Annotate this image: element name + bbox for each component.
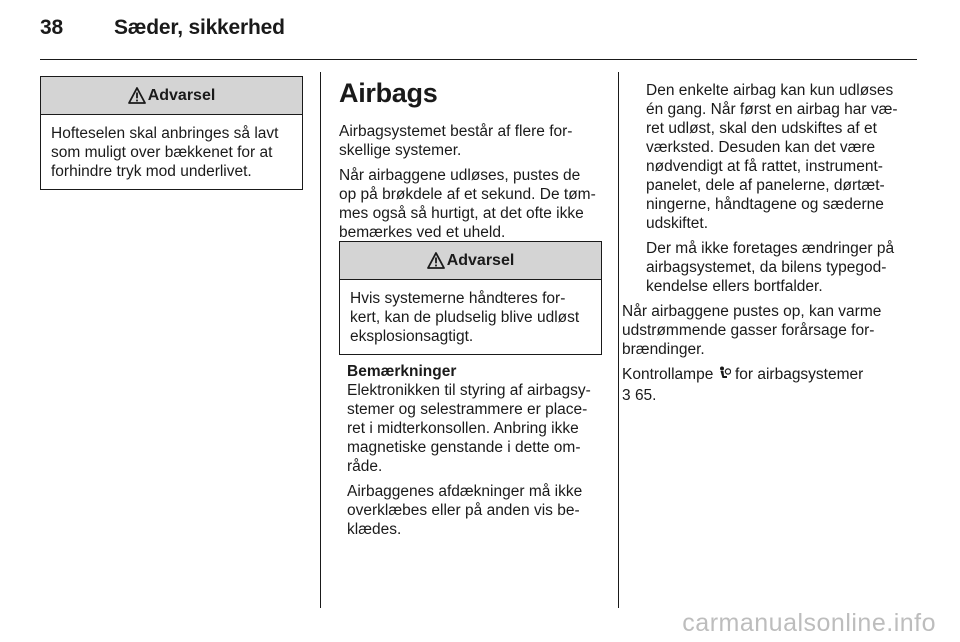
right-column	[622, 81, 904, 411]
control-lamp-text: Kontrollampe	[622, 366, 714, 383]
paragraph: Airbagsystemet består af flere for-skellige systemer.	[339, 123, 573, 159]
airbag-warning-lamp-icon	[718, 366, 731, 386]
paragraph: Når airbaggene udløses, pustes de op på brøkdele af et sekund. De tøm-mes også så hurtigt, at det ofte ikke bemærkes ved et uheld.	[339, 167, 596, 241]
warning-box-airbag	[339, 241, 602, 355]
note-continuation	[638, 81, 904, 296]
note-paragraph: Den enkelte airbag kan kun udløses én gang. Når først en airbag har væ-ret udløst, skal den udskiftes af et værksted. Desuden kan det være nødvendigt at få rattet, instrument-panelet, dele af panelerne, dørtæt-ningerne, håndtagene og sæderne udskiftet.	[646, 82, 898, 232]
note-paragraph: Der må ikke foretages ændringer på airbagsystemet, da bilens typegod-kendelse ellers bortfalder.	[646, 240, 895, 295]
warning-triangle-icon	[427, 252, 445, 269]
reference-arrow: 3	[622, 387, 631, 404]
control-lamp-suffix: for airbagsystemer	[734, 366, 864, 383]
paragraph: Når airbaggene pustes op, kan varme udstrømmende gasser forårsage for-brændinger.	[622, 303, 882, 358]
warning-label: Advarsel	[446, 251, 515, 269]
watermark: carmanualsonline.info	[682, 609, 936, 637]
warning-body: Hvis systemerne håndteres for-kert, kan de pludselig blive udløst eksplosionsagtigt.	[350, 290, 580, 345]
section-title: Airbags	[339, 78, 438, 108]
middle-column	[339, 78, 601, 248]
warning-triangle-icon	[128, 87, 146, 104]
page-title: Sæder, sikkerhed	[114, 16, 285, 39]
warning-header	[340, 242, 601, 280]
header-rule	[40, 59, 917, 60]
note-block	[347, 362, 605, 545]
column-divider-left	[320, 72, 321, 608]
page-header	[40, 16, 285, 40]
warning-header	[41, 77, 302, 115]
note-paragraph: Elektronikken til styring af airbagsy-stemer og selestrammere er place-ret i midterkonsollen. Anbring ikke magnetiske genstande i dette om-råde.	[347, 382, 591, 475]
reference-page-link[interactable]: 65.	[634, 387, 657, 404]
warning-label: Advarsel	[147, 86, 216, 104]
column-divider-right	[618, 72, 619, 608]
page-number: 38	[40, 16, 63, 39]
note-paragraph: Airbaggenes afdækninger må ikke overklæbes eller på anden vis be-klædes.	[347, 483, 583, 538]
note-title: Bemærkninger	[347, 363, 457, 380]
control-lamp-paragraph	[622, 365, 904, 405]
warning-box-seatbelt	[40, 76, 303, 190]
warning-body: Hofteselen skal anbringes så lavt som muligt over bækkenet for at forhindre tryk mod underlivet.	[51, 125, 279, 180]
